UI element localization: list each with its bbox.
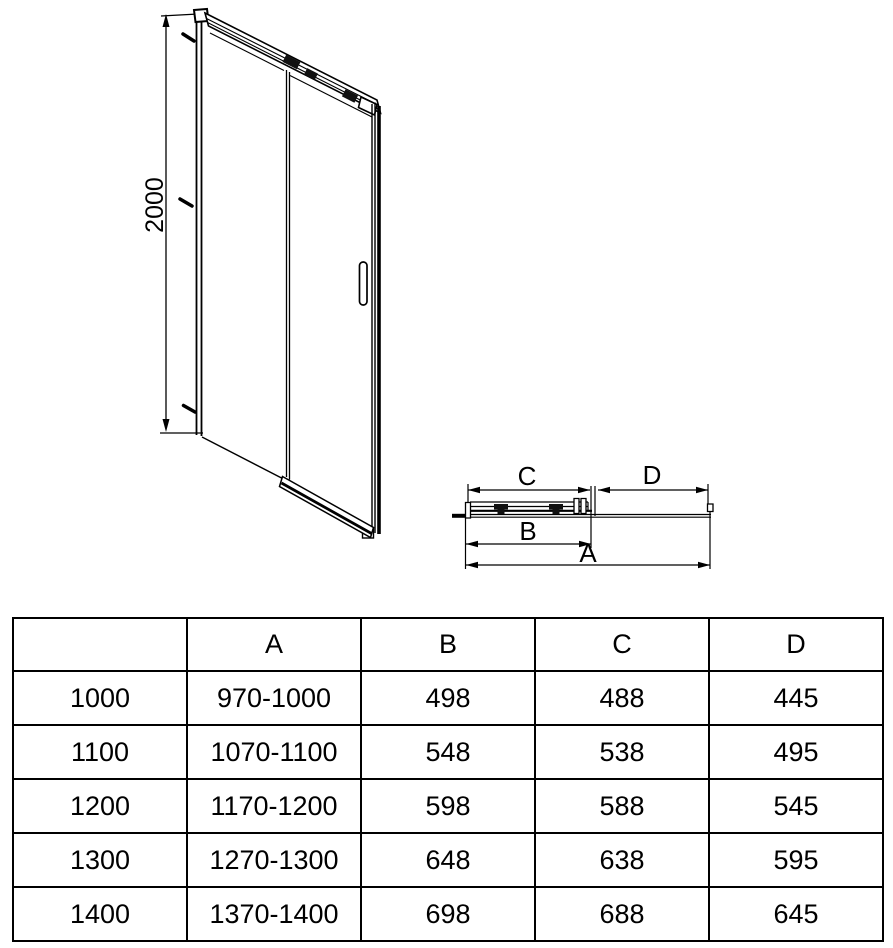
stile-lines	[372, 103, 375, 534]
cell-size: 1300	[13, 833, 187, 887]
cell-a: 1170-1200	[187, 779, 361, 833]
header-d: D	[709, 618, 883, 671]
bottom-rail	[202, 437, 374, 538]
table-row	[13, 779, 883, 833]
front-view	[141, 9, 381, 538]
plan-door-profile	[452, 499, 713, 519]
dimensions-table-header	[13, 618, 883, 671]
cell-b: 598	[361, 779, 535, 833]
glass-top-edges	[210, 33, 372, 117]
table-row	[13, 671, 883, 725]
header-b: B	[361, 618, 535, 671]
dimensions-table	[12, 617, 884, 942]
cell-a: 1070-1100	[187, 725, 361, 779]
panel-bottom-edge	[202, 437, 283, 479]
wall-profile	[180, 9, 209, 436]
height-dimension-label: 2000	[141, 177, 169, 233]
header-a: A	[187, 618, 361, 671]
dim-label-a: A	[579, 538, 597, 568]
cell-a: 970-1000	[187, 671, 361, 725]
cell-c: 538	[535, 725, 709, 779]
cell-b: 698	[361, 887, 535, 941]
cell-b: 498	[361, 671, 535, 725]
cell-c: 638	[535, 833, 709, 887]
cell-d: 545	[709, 779, 883, 833]
header-c: C	[535, 618, 709, 671]
plan-view	[452, 460, 713, 569]
cell-c: 488	[535, 671, 709, 725]
cell-size: 1200	[13, 779, 187, 833]
wall-profile-lines	[197, 12, 202, 436]
table-row	[13, 725, 883, 779]
panel-divider	[287, 70, 290, 480]
table-row	[13, 887, 883, 941]
cell-size: 1400	[13, 887, 187, 941]
table-header-row	[13, 618, 883, 671]
cell-d: 645	[709, 887, 883, 941]
cell-c: 588	[535, 779, 709, 833]
cell-c: 688	[535, 887, 709, 941]
dim-label-c: C	[517, 461, 537, 491]
cell-b: 548	[361, 725, 535, 779]
height-dimension	[141, 14, 203, 433]
cell-size: 1000	[13, 671, 187, 725]
cell-a: 1370-1400	[187, 887, 361, 941]
header-size	[13, 618, 187, 671]
cell-b: 648	[361, 833, 535, 887]
dimensions-table-body	[13, 671, 883, 941]
cell-a: 1270-1300	[187, 833, 361, 887]
cell-d: 445	[709, 671, 883, 725]
dim-label-b: B	[519, 516, 537, 546]
arrow-down-icon	[163, 419, 170, 432]
top-rail	[205, 13, 381, 117]
plan-roller-icon	[494, 504, 563, 514]
door-handle	[360, 262, 368, 305]
cell-d: 495	[709, 725, 883, 779]
cell-size: 1100	[13, 725, 187, 779]
wall-bracket-icon	[180, 34, 195, 412]
cell-d: 595	[709, 833, 883, 887]
bottom-rail-inner-line	[282, 483, 372, 534]
table-row	[13, 833, 883, 887]
door-right-stile	[363, 103, 380, 539]
dim-label-d: D	[642, 460, 662, 490]
